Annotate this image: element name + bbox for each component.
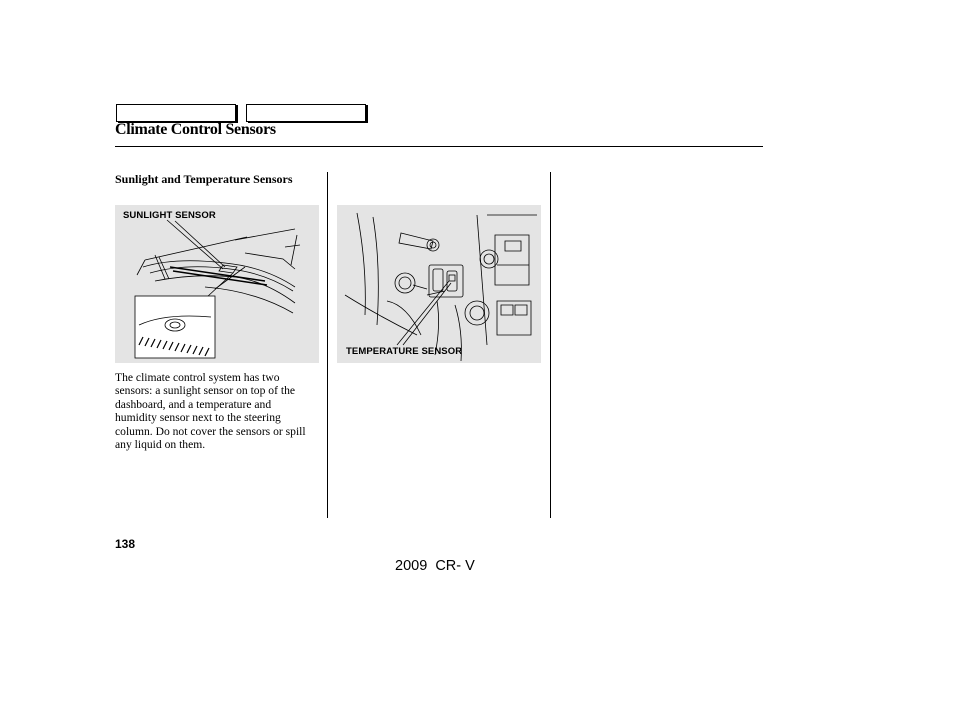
page-title: Climate Control Sensors [115,121,276,138]
header-tab-2 [246,104,366,122]
sunlight-sensor-callout: SUNLIGHT SENSOR [123,210,216,221]
model-footer: 2009 CR- V [395,558,475,574]
header-tab-1 [116,104,236,122]
steering-column-drawing [337,205,541,363]
body-paragraph: The climate control system has two sensors: a sunlight sensor on top of the dashboard, and a temperature and humidity sensor next to the steering column. Do not cover the sensors or spill any liquid on them. [115,371,306,452]
column-divider-right [550,172,551,518]
temperature-sensor-callout: TEMPERATURE SENSOR [346,346,463,357]
section-subheading: Sunlight and Temperature Sensors [115,172,293,186]
column-divider-left [327,172,328,518]
title-divider [115,146,763,147]
page-number: 138 [115,537,136,551]
dashboard-drawing [115,205,319,363]
sunlight-sensor-illustration [115,205,319,363]
temperature-sensor-illustration [337,205,541,363]
